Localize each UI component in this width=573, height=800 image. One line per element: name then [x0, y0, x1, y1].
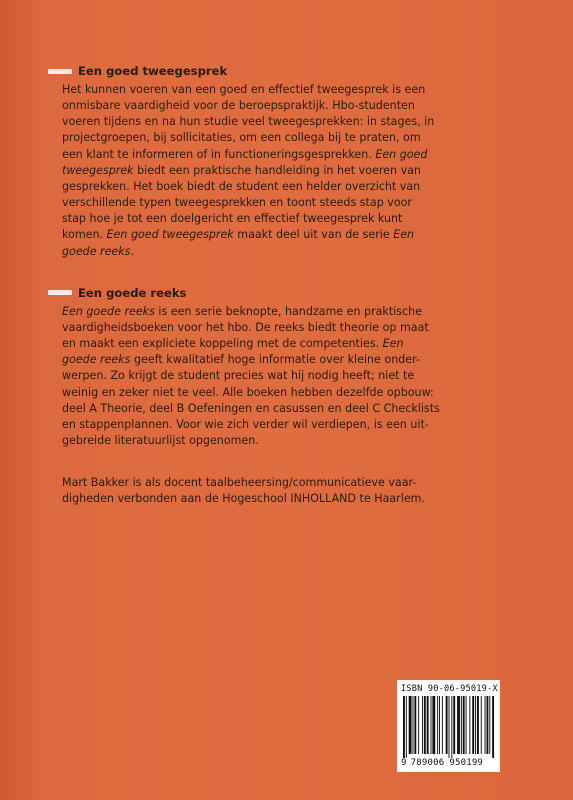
text-run: voeren tijdens en na hun studie veel tweegesprekken: in stages, in	[62, 115, 435, 129]
text-run: gebreide literatuurlijst opgenomen.	[62, 433, 259, 447]
text-run: verschillende typen tweegesprekken en toont steeds stap voor	[62, 196, 412, 210]
ean-lead-digit: 9	[401, 758, 407, 768]
text-line	[62, 130, 421, 146]
italic-title: tweegesprek	[62, 163, 134, 177]
italic-title: Een	[382, 337, 404, 351]
text-run: gesprekken. Het boek biedt de student een helder overzicht van	[62, 179, 421, 193]
barcode-stripe	[403, 696, 405, 758]
barcode-stripe	[439, 696, 440, 754]
text-run: en stappenplannen. Voor wie zich verder wil verdiepen, is een uit-	[62, 417, 429, 431]
isbn-number: ISBN 90-06-95019-X	[401, 684, 498, 694]
barcode-stripe	[412, 696, 413, 754]
barcode-stripe	[486, 696, 488, 754]
text-run: komen.	[62, 228, 107, 242]
text-run: weinig en zeker niet te veel. Alle boeken hebben dezelfde opbouw:	[62, 385, 434, 399]
barcode-stripe	[472, 696, 474, 754]
barcode-label	[397, 680, 500, 772]
barcode-stripe	[477, 696, 479, 754]
text-line	[62, 244, 402, 260]
barcode-stripe	[431, 696, 432, 754]
text-run: Mart Bakker is als docent taalbeheersing/communicatieve vaar-	[62, 476, 417, 490]
barcode-stripe	[422, 696, 423, 754]
text-run: stap hoe je tot een doelgericht en effectief tweegesprek kunt	[62, 212, 403, 226]
barcode-stripe	[432, 696, 435, 754]
ean-group-2: 950199	[449, 758, 484, 768]
barcode-stripe	[414, 696, 416, 754]
barcode-stripe	[475, 696, 476, 754]
italic-title: Een goede reeks	[62, 304, 155, 318]
text-line	[62, 491, 425, 507]
text-run: biedt een praktische handleiding in het voeren van	[133, 163, 421, 177]
text-run: vaardigheidsboeken voor het hbo. De reeks biedt theorie op maat	[62, 320, 429, 334]
ean-number	[401, 758, 483, 768]
text-line	[62, 433, 402, 449]
barcode-stripe	[457, 696, 460, 754]
text-line	[62, 368, 415, 384]
barcode-stripe	[466, 696, 467, 754]
barcode-stripe	[461, 696, 462, 754]
section-heading-text: Een goed tweegesprek	[78, 64, 228, 78]
section-paragraph	[62, 82, 435, 260]
section-heading	[48, 64, 402, 78]
text-line	[62, 163, 421, 179]
text-line	[62, 98, 415, 114]
barcode-stripe	[469, 696, 470, 754]
text-line	[62, 417, 429, 433]
section-2	[62, 475, 425, 507]
section-1	[62, 285, 440, 449]
text-line	[62, 114, 435, 130]
text-line	[62, 385, 434, 401]
text-line	[62, 147, 428, 163]
barcode-stripe	[418, 696, 419, 754]
text-run: .	[130, 244, 134, 258]
barcode-stripe	[409, 696, 412, 754]
barcode-stripe	[424, 696, 426, 754]
barcode-stripe	[442, 696, 443, 754]
barcode-stripe	[437, 696, 438, 754]
section-paragraph	[62, 304, 440, 449]
section-heading-text: Een goede reeks	[78, 285, 187, 300]
section-heading	[48, 286, 402, 300]
section-paragraph	[62, 475, 425, 507]
text-run: maakt deel uit van de serie	[233, 228, 394, 242]
text-run: werpen. Zo krijgt de student precies wat hij nodig heeft; niet te	[62, 369, 415, 383]
text-run: projectgroepen, bij sollicitaties, om een collega bij te praten, om	[62, 131, 421, 145]
text-run: en maakt een expliciete koppeling met de competenties.	[62, 337, 383, 351]
ean-group-1: 789006	[410, 758, 445, 768]
text-line	[62, 336, 402, 352]
barcode-stripe	[427, 696, 429, 754]
text-line	[62, 82, 426, 98]
italic-title: Een goed tweegesprek	[106, 228, 234, 242]
italic-title: Een goed	[375, 147, 428, 161]
text-line	[62, 227, 415, 243]
text-line	[62, 401, 440, 417]
barcode-stripe	[481, 696, 482, 754]
text-line	[62, 475, 417, 491]
barcode-stripe	[451, 696, 452, 758]
barcode-stripe	[492, 696, 494, 758]
text-line	[62, 195, 412, 211]
text-run: deel A Theorie, deel B Oefeningen en casussen en deel C Checklists	[62, 401, 440, 415]
barcode-stripe	[489, 696, 490, 754]
text-line	[62, 352, 420, 368]
text-line	[62, 211, 402, 227]
text-run: onmisbare vaardigheid voor de beroepspraktijk. Hbo-studenten	[62, 99, 415, 113]
barcode-stripe	[446, 696, 448, 754]
text-run: is een serie beknopte, handzame en praktische	[154, 304, 423, 318]
heading-bar-icon	[48, 290, 72, 295]
barcode-icon	[403, 696, 495, 758]
barcode-stripe	[453, 696, 455, 754]
section-0	[62, 64, 435, 260]
text-line	[62, 304, 423, 320]
barcode-stripe	[463, 696, 465, 754]
italic-title: goede reeks	[62, 353, 131, 367]
text-run: een klant te informeren of in functioneringsgesprekken.	[62, 147, 376, 161]
text-run: digheden verbonden aan de Hogeschool INHOLLAND te Haarlem.	[62, 492, 425, 506]
blurb-text	[62, 64, 440, 533]
italic-title: goede reeks	[62, 244, 131, 258]
text-run: Het kunnen voeren van een goed en effectief tweegesprek is een	[62, 83, 426, 96]
text-line	[62, 179, 421, 195]
barcode-stripe	[485, 696, 486, 754]
text-run: geeft kwalitatief hoge informatie over kleine onder-	[130, 353, 420, 367]
italic-title: Een	[393, 228, 415, 242]
text-line	[62, 320, 429, 336]
barcode-stripe	[449, 696, 450, 758]
heading-bar-icon	[48, 69, 72, 74]
barcode-stripe	[406, 696, 407, 758]
